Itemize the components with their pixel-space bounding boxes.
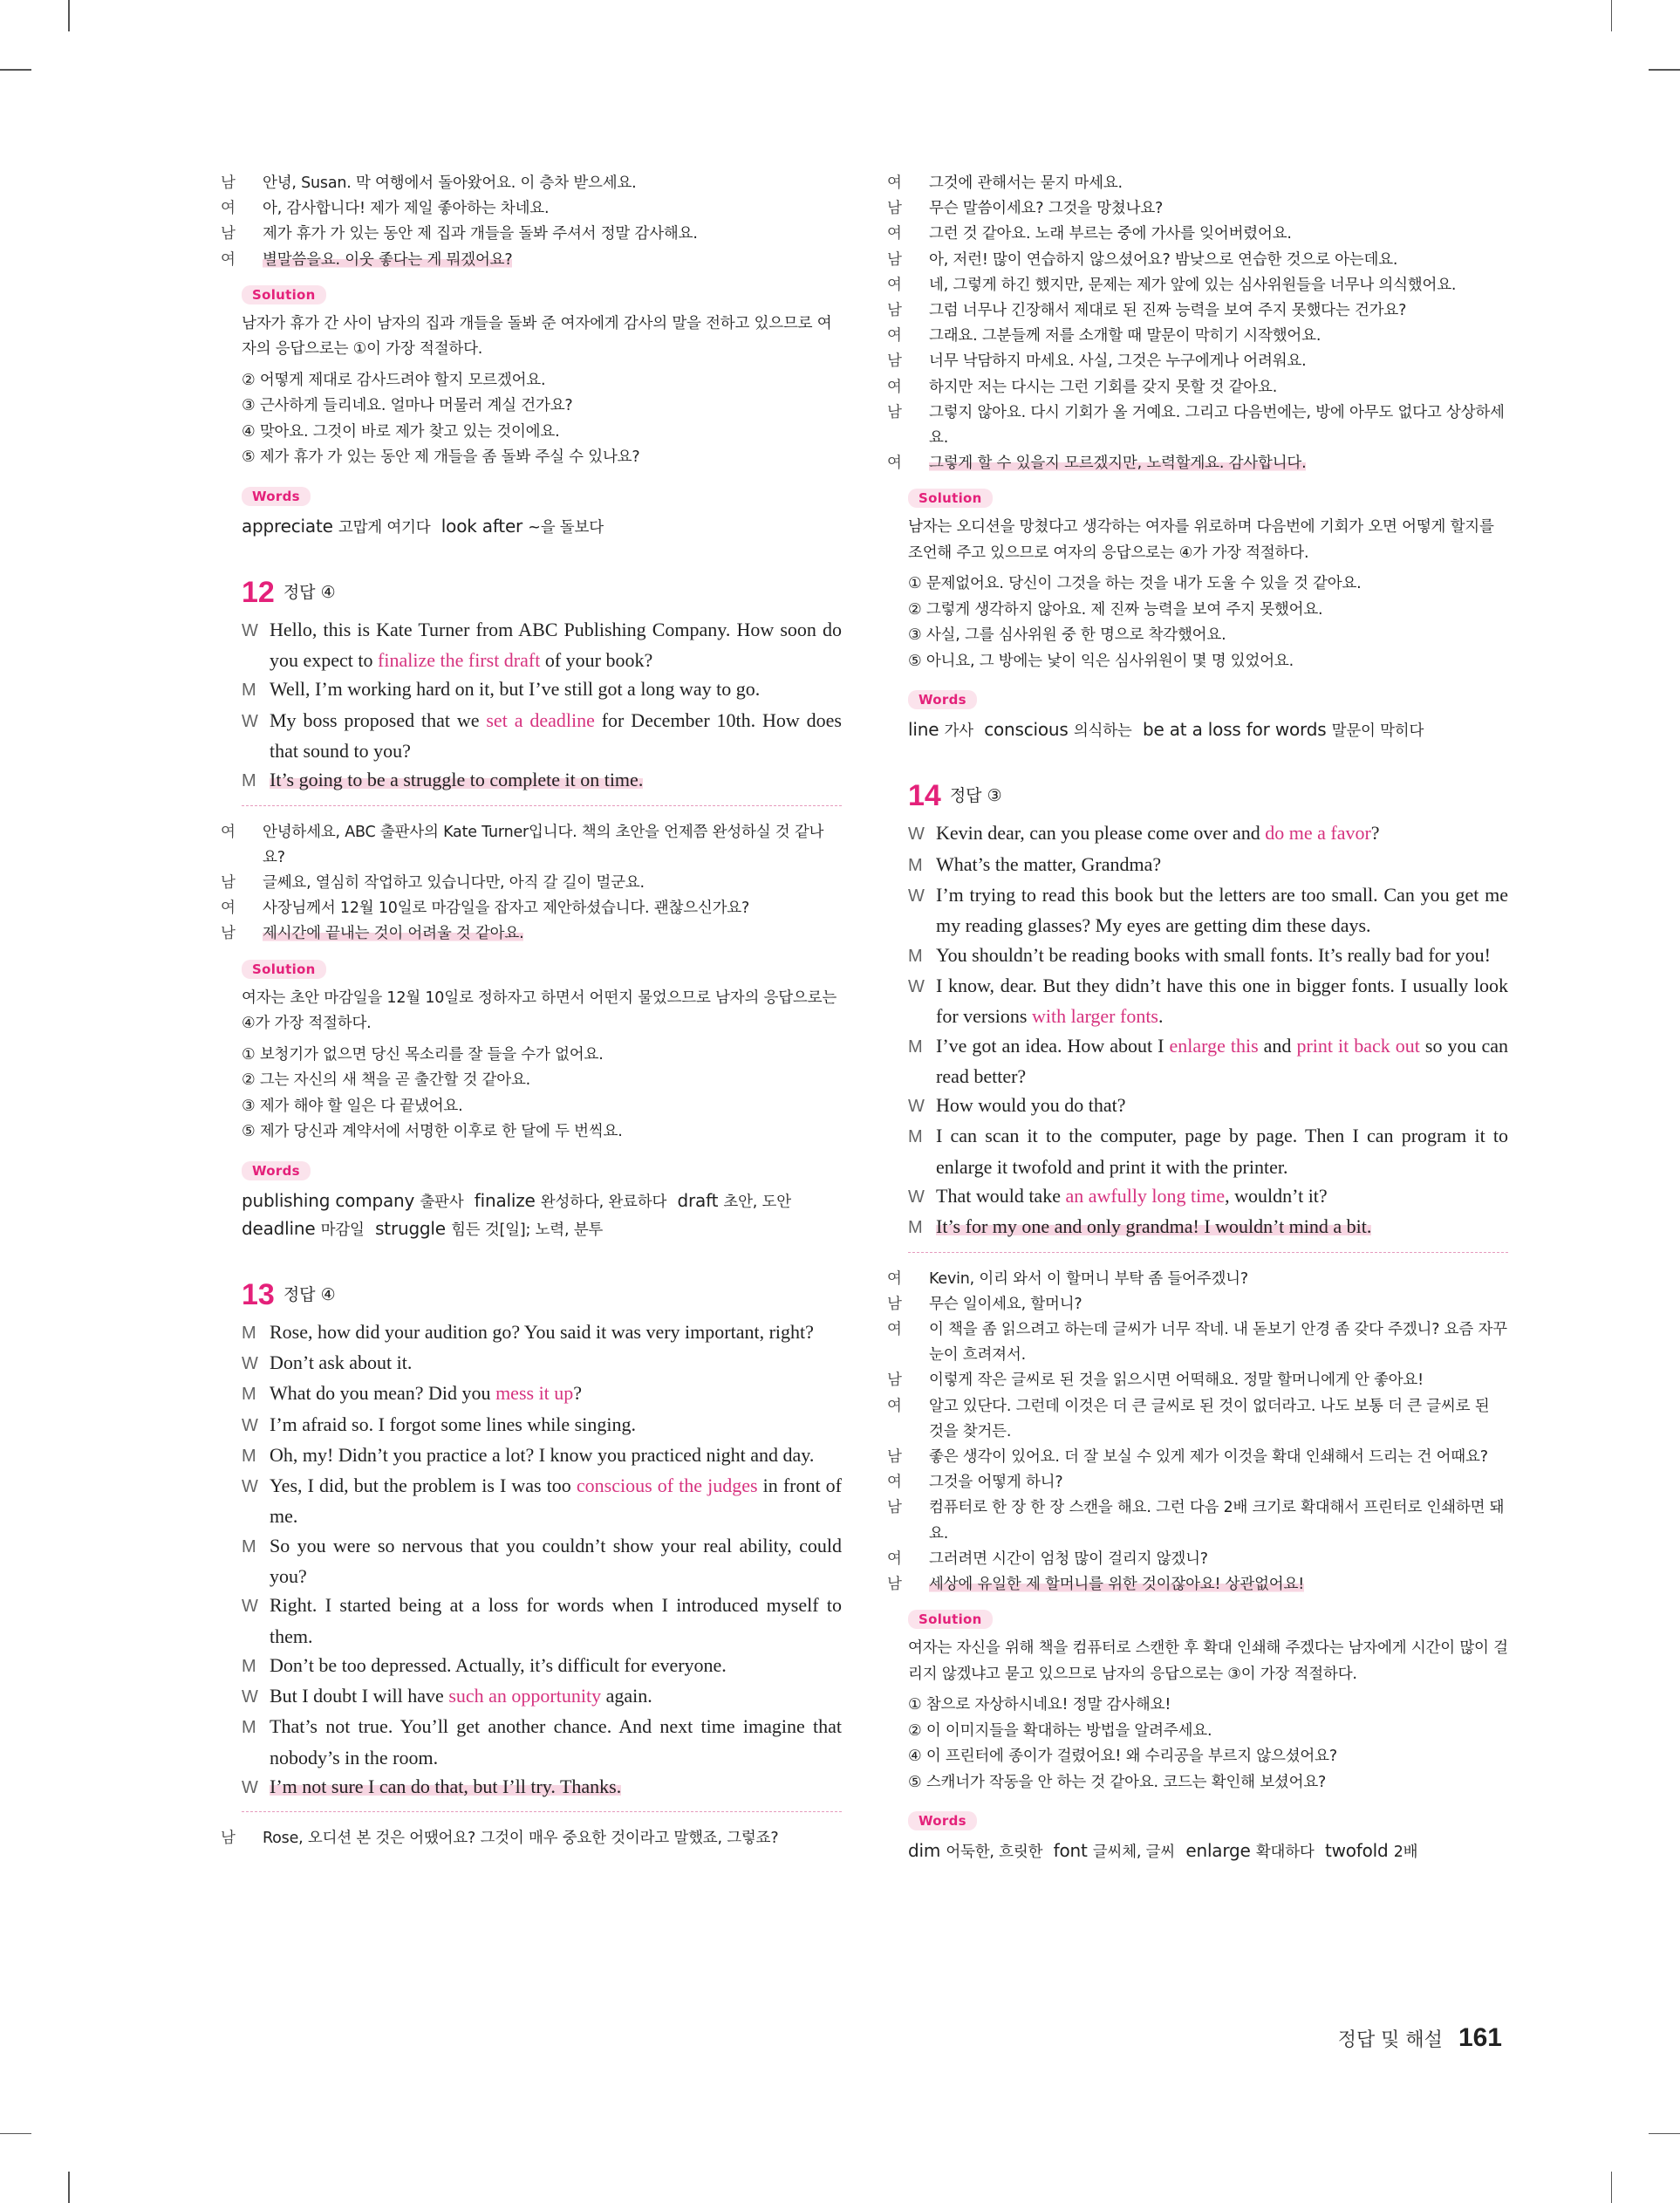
word-entry: [908, 1840, 1042, 1861]
crop-mark: [68, 0, 70, 31]
crop-mark: [1649, 69, 1680, 71]
word-ko: 확대하다: [1255, 1844, 1315, 1862]
word-en: line: [908, 719, 939, 741]
line-text: I’ve got an idea. How about I: [936, 1034, 1170, 1057]
speaker-label: 남: [887, 250, 902, 269]
line-text: 별말씀을요. 이웃 좋다는 게 뭐겠어요?: [263, 250, 513, 269]
word-ko: 가사: [944, 722, 973, 741]
english-line: [908, 971, 1508, 1031]
q13-english-dialogue: [242, 1317, 842, 1803]
q12-english-dialogue: [242, 615, 842, 797]
line-text: 아, 저런! 많이 연습하지 않으셨어요? 밤낮으로 연습한 것으로 아는데요.: [929, 250, 1398, 269]
key-phrase: such an opportunity: [448, 1685, 602, 1707]
korean-line: [887, 298, 1508, 324]
speaker-label: W: [242, 1477, 258, 1497]
speaker-label: 남: [221, 174, 236, 192]
word-entry: [1054, 1840, 1175, 1861]
speaker-label: M: [908, 1037, 923, 1057]
answer-option: ① 문제없어요. 당신이 그것을 하는 것을 내가 도울 수 있을 것 같아요.: [908, 575, 1362, 593]
korean-line: [887, 1572, 1508, 1598]
word-entry: [1185, 1840, 1314, 1861]
line-text: 그럼 너무나 긴장해서 제대로 된 진짜 능력을 보여 주지 못했다는 건가요?: [929, 302, 1407, 320]
word-entry: [242, 516, 430, 537]
words-label: Words: [908, 1811, 977, 1830]
crop-mark: [68, 2172, 70, 2203]
korean-line: [887, 171, 1508, 196]
line-text: 그래요. 그분들께 저를 소개할 때 말문이 막히기 시작했어요.: [929, 327, 1321, 346]
english-line: [242, 1379, 842, 1409]
speaker-label: W: [242, 1597, 258, 1617]
english-line: [242, 1772, 842, 1803]
answer-option: ② 그렇게 생각하지 않아요. 제 진짜 능력을 보여 주지 못했어요.: [908, 600, 1323, 619]
word-entry: [908, 719, 973, 740]
word-entry: [441, 516, 604, 537]
korean-line: [221, 896, 842, 921]
question-14-header: [908, 779, 1508, 813]
english-line: [908, 1121, 1508, 1181]
word-ko: 어둑한, 흐릿한: [946, 1844, 1043, 1862]
korean-line: [887, 1470, 1508, 1495]
speaker-label: 남: [887, 352, 902, 371]
key-phrase: an awfully long time: [1065, 1185, 1226, 1207]
korean-line: [887, 400, 1508, 451]
line-text: 네, 그렇게 하긴 했지만, 문제는 제가 앞에 있는 심사위원들을 너무나 의식했어요.: [929, 276, 1457, 294]
line-text: so you can read better?: [936, 1034, 1509, 1087]
question-number: 13: [242, 1277, 275, 1311]
line-text: 그렇지 않아요. 다시 기회가 올 거예요. 그리고 다음번에는, 방에 아무도 없다고 상상하세요.: [929, 403, 1505, 448]
answer-option: ⑤ 아니요, 그 방에는 낯이 익은 심사위원이 몇 명 있었어요.: [908, 652, 1294, 670]
footer-title: 정답 및 해설: [1337, 2029, 1443, 2051]
speaker-label: W: [242, 711, 258, 731]
speaker-label: 여: [887, 1397, 902, 1415]
option-list: [242, 1043, 842, 1146]
line-text: I’m trying to read this book but the letters are too small. Can you get me my reading glasses? My eyes are getting dim these days.: [936, 884, 1508, 937]
words-list: [908, 1837, 1508, 1865]
speaker-label: 남: [887, 403, 902, 421]
speaker-label: W: [242, 1353, 258, 1373]
line-text: Well, I’m working hard on it, but I’ve still got a long way to go.: [270, 678, 761, 701]
page-footer: [1338, 2023, 1502, 2053]
line-text: Oh, my! Didn’t you practice a lot? I know you practiced night and day.: [270, 1443, 815, 1466]
word-en: be at a loss for words: [1142, 719, 1327, 741]
line-text: It’s for my one and only grandma! I wouldn’t mind a bit.: [936, 1215, 1372, 1238]
word-ko: 완성하다, 완료하다: [540, 1193, 667, 1211]
word-en: dim: [908, 1840, 941, 1862]
word-ko: ~을 돌보다: [528, 518, 604, 537]
english-line: [908, 1091, 1508, 1121]
line-text: 그것에 관해서는 묻지 마세요.: [929, 174, 1123, 192]
korean-line: [887, 222, 1508, 247]
crop-mark: [0, 2133, 31, 2135]
speaker-label: 남: [887, 1295, 902, 1313]
line-text: again.: [601, 1685, 652, 1707]
line-text: 그러려면 시간이 엄청 많이 걸리지 않겠니?: [929, 1550, 1208, 1568]
speaker-label: 여: [887, 276, 902, 294]
key-phrase: mess it up: [495, 1382, 574, 1405]
line-text: Right. I started being at a loss for words when I introduced myself to them.: [270, 1594, 842, 1647]
word-entry: [375, 1218, 603, 1239]
key-phrase: finalize the first draft: [378, 649, 541, 672]
line-text: What’s the matter, Grandma?: [936, 852, 1162, 875]
word-ko: 고맙게 여기다: [338, 518, 431, 537]
line-text: 글쎄요, 열심히 작업하고 있습니다만, 아직 갈 길이 멀군요.: [263, 874, 645, 892]
line-text: 안녕, Susan. 막 여행에서 돌아왔어요. 이 층차 받으세요.: [263, 174, 637, 192]
speaker-label: 남: [221, 925, 236, 943]
question-12-header: [242, 576, 842, 610]
words-label: Words: [908, 690, 977, 709]
english-line: [242, 1712, 842, 1772]
word-entry: [475, 1190, 666, 1211]
line-text: Hello, this is Kate Turner from ABC Publishing Company. How soon do you expect to: [270, 618, 842, 672]
speaker-label: W: [908, 886, 925, 907]
english-line: [242, 1317, 842, 1348]
answer-option: ③ 사실, 그를 심사위원 중 한 명으로 착각했어요.: [908, 626, 1226, 645]
english-line: [242, 1410, 842, 1440]
korean-line: [887, 349, 1508, 374]
word-en: conscious: [984, 719, 1069, 741]
line-text: That’s not true. You’ll get another chance. And next time imagine that nobody’s in the room.: [270, 1715, 842, 1769]
answer-option: ⑤ 제가 당신과 계약서에 서명한 이후로 한 달에 두 번씩요.: [242, 1123, 623, 1141]
words-list: [908, 716, 1508, 744]
key-phrase: set a deadline: [486, 708, 595, 731]
answer-option: ③ 제가 해야 할 일은 다 끝냈어요.: [242, 1097, 463, 1115]
word-en: struggle: [375, 1217, 446, 1239]
speaker-label: 남: [887, 302, 902, 320]
english-line: [908, 880, 1508, 941]
speaker-label: 여: [887, 1321, 902, 1338]
speaker-label: 여: [221, 200, 236, 218]
line-text: Yes, I did, but the problem is I was too: [270, 1474, 577, 1497]
option-list: [242, 368, 842, 471]
speaker-label: 여: [221, 250, 236, 269]
line-text: I can scan it to the computer, page by page. Then I can program it to enlarge it twofold and print it with the printer.: [936, 1125, 1508, 1178]
answer-option: ④ 맞아요. 그것이 바로 제가 찾고 있는 것이에요.: [242, 422, 560, 441]
q11-korean-dialogue: [221, 171, 842, 273]
solution-label: Solution: [242, 960, 326, 979]
line-text: My boss proposed that we: [270, 708, 487, 731]
line-text: You shouldn’t be reading books with small fonts. It’s really bad for you!: [936, 943, 1491, 966]
line-text: .: [1158, 1005, 1164, 1028]
word-ko: 글씨체, 글씨: [1092, 1844, 1176, 1862]
line-text: Don’t be too depressed. Actually, it’s difficult for everyone.: [270, 1653, 727, 1676]
word-en: font: [1053, 1840, 1088, 1862]
english-line: [242, 1471, 842, 1531]
line-text: 이렇게 작은 글씨로 된 것을 읽으시면 어떡해요. 정말 할머니에게 안 좋아요!: [929, 1372, 1424, 1390]
word-entry: [242, 1218, 365, 1239]
option-list: [908, 571, 1508, 674]
korean-line: [887, 1267, 1508, 1292]
solution-text: 여자는 초안 마감일을 12월 10일로 정하자고 하면서 어떤지 물었으므로 남자의 응답으로는 ④가 가장 적절하다.: [242, 989, 837, 1033]
line-text: for December 10th. How does that sound to you?: [270, 708, 842, 762]
answer-option: ⑤ 제가 휴가 가 있는 동안 제 개들을 좀 돌봐 주실 수 있나요?: [242, 448, 640, 467]
key-phrase: print it back out: [1296, 1034, 1420, 1057]
speaker-label: M: [908, 855, 923, 875]
english-line: [242, 615, 842, 675]
word-en: publishing company: [242, 1189, 415, 1211]
solution-label: Solution: [908, 489, 993, 508]
speaker-label: M: [908, 1127, 923, 1147]
word-ko: 마감일: [320, 1221, 365, 1239]
english-line: [242, 706, 842, 766]
solution-label: Solution: [242, 285, 326, 304]
line-text: But I doubt I will have: [270, 1685, 449, 1707]
word-entry: [678, 1190, 791, 1211]
speaker-label: 남: [887, 1576, 902, 1594]
crop-mark: [0, 69, 31, 71]
korean-line: [887, 1394, 1508, 1445]
speaker-label: M: [242, 1718, 256, 1738]
speaker-label: 남: [887, 1499, 902, 1517]
speaker-label: M: [242, 1656, 256, 1676]
line-text: Kevin dear, can you please come over and: [936, 822, 1266, 845]
line-text: It’s going to be a struggle to complete it on time.: [270, 769, 644, 791]
speaker-label: 남: [887, 200, 902, 218]
speaker-label: W: [908, 824, 925, 845]
korean-line: [887, 375, 1508, 400]
line-text: 무슨 일이세요, 할머니?: [929, 1295, 1082, 1313]
speaker-label: W: [242, 620, 258, 640]
q13-korean-dialogue: [887, 171, 1508, 476]
korean-line: [221, 196, 842, 222]
speaker-label: M: [242, 1536, 256, 1556]
speaker-label: 여: [887, 378, 902, 396]
korean-line: [221, 871, 842, 896]
solution-text: 남자가 휴가 간 사이 남자의 집과 개들을 돌봐 준 여자에게 감사의 말을 전하고 있으므로 여자의 응답으로는 ①이 가장 적절하다.: [242, 314, 832, 359]
english-line: [908, 818, 1508, 849]
english-line: [242, 674, 842, 705]
english-line: [908, 1181, 1508, 1212]
word-entry: [1325, 1840, 1417, 1861]
answer-option: ① 참으로 자상하시네요! 정말 감사해요!: [908, 1696, 1171, 1714]
line-text: ?: [573, 1382, 583, 1405]
korean-line: [887, 273, 1508, 298]
line-text: 아, 감사합니다! 제가 제일 좋아하는 차네요.: [263, 200, 550, 218]
speaker-label: W: [242, 1778, 258, 1798]
english-line: [242, 1348, 842, 1379]
solution-label: Solution: [908, 1610, 993, 1629]
key-phrase: conscious of the judges: [576, 1474, 758, 1497]
line-text: Rose, 오디션 본 것은 어땠어요? 그것이 매우 중요한 것이라고 말했죠, 그렇죠?: [263, 1830, 779, 1848]
line-text: That would take: [936, 1185, 1066, 1207]
word-entry: [1143, 719, 1424, 740]
korean-line: [221, 820, 842, 871]
speaker-label: 여: [887, 1474, 902, 1492]
answer-option: ② 이 이미지들을 확대하는 방법을 알려주세요.: [908, 1721, 1212, 1740]
speaker-label: M: [242, 771, 256, 791]
option-list: [908, 1693, 1508, 1796]
line-text: Don’t ask about it.: [270, 1351, 413, 1373]
question-number: 14: [908, 779, 941, 813]
speaker-label: M: [908, 1218, 923, 1238]
word-entry: [242, 1190, 463, 1211]
key-phrase: do me a favor: [1265, 822, 1371, 845]
speaker-label: 여: [887, 174, 902, 192]
english-line: [242, 1591, 842, 1651]
words-list: [242, 1187, 842, 1243]
word-ko: 초안, 도안: [723, 1193, 791, 1211]
speaker-label: M: [242, 1323, 256, 1343]
speaker-label: M: [908, 946, 923, 966]
answer-option: ② 어떻게 제대로 감사드려야 할지 모르겠어요.: [242, 371, 546, 389]
line-text: 이 책을 좀 읽으려고 하는데 글씨가 너무 작네. 내 돋보기 안경 좀 갖다 주겠니? 요즘 자꾸 눈이 흐려져서.: [929, 1321, 1507, 1365]
word-ko: 의식하는: [1073, 722, 1132, 741]
dashed-divider: [242, 805, 842, 806]
speaker-label: M: [242, 1446, 256, 1466]
speaker-label: W: [242, 1415, 258, 1435]
korean-line: [887, 451, 1508, 476]
korean-line: [887, 1445, 1508, 1470]
speaker-label: 남: [221, 1830, 236, 1848]
line-text: 제가 휴가 가 있는 동안 제 집과 개들을 돌봐 주셔서 정말 감사해요.: [263, 225, 698, 243]
line-text: and: [1258, 1034, 1297, 1057]
korean-line: [221, 222, 842, 247]
word-ko: 힘든 것[일]; 노력, 분투: [451, 1221, 604, 1239]
english-line: [908, 941, 1508, 971]
solution-text: 여자는 자신을 위해 책을 컴퓨터로 스캔한 후 확대 인쇄해 주겠다는 남자에게 시간이 많이 걸리지 않겠냐고 묻고 있으므로 남자의 응답으로는 ③이 가장 적절하다.: [908, 1639, 1508, 1683]
answer-option: ④ 이 프린터에 종이가 걸렸어요! 왜 수리공을 부르지 않으셨어요?: [908, 1748, 1337, 1766]
word-en: enlarge: [1185, 1840, 1251, 1862]
key-phrase: with larger fonts: [1031, 1005, 1158, 1028]
line-text: 컴퓨터로 한 장 한 장 스캔을 해요. 그런 다음 2배 크기로 확대해서 프린터로 인쇄하면 돼요.: [929, 1499, 1505, 1543]
korean-line: [887, 324, 1508, 349]
answer-option: ② 그는 자신의 새 책을 곧 출간할 것 같아요.: [242, 1071, 531, 1090]
speaker-label: 여: [887, 1550, 902, 1568]
speaker-label: 여: [887, 1269, 902, 1288]
line-text: 그것을 어떻게 하니?: [929, 1474, 1063, 1492]
line-text: Rose, how did your audition go? You said it was very important, right?: [270, 1320, 814, 1343]
line-text: , wouldn’t it?: [1225, 1185, 1328, 1207]
crop-mark: [1649, 2133, 1680, 2135]
line-text: 알고 있단다. 그런데 이것은 더 큰 글씨로 된 것이 없더라고. 나도 보통 더 큰 글씨로 된 것을 찾거든.: [929, 1397, 1490, 1440]
word-en: draft: [677, 1189, 719, 1211]
korean-line: [887, 1368, 1508, 1393]
line-text: 하지만 저는 다시는 그런 기회를 갖지 못할 것 같아요.: [929, 378, 1278, 396]
line-text: ?: [1370, 822, 1380, 845]
speaker-label: 남: [887, 1448, 902, 1467]
q12-korean-dialogue: [221, 820, 842, 948]
word-en: deadline: [242, 1217, 316, 1239]
q14-korean-dialogue: [887, 1267, 1508, 1598]
line-text: 제시간에 끝내는 것이 어려울 것 같아요.: [263, 925, 524, 943]
speaker-label: M: [242, 1385, 256, 1405]
line-text: How would you do that?: [936, 1094, 1126, 1117]
word-en: look after: [440, 515, 523, 537]
answer-option: ① 보청기가 없으면 당신 목소리를 잘 들을 수가 없어요.: [242, 1045, 604, 1064]
words-list: [242, 513, 842, 541]
word-ko: 말문이 막히다: [1331, 722, 1424, 741]
question-number: 12: [242, 575, 275, 609]
solution-text: 남자는 오디션을 망쳤다고 생각하는 여자를 위로하며 다음번에 기회가 오면 어떻게 할지를 조언해 주고 있으므로 여자의 응답으로는 ④가 가장 적절하다.: [908, 518, 1494, 562]
question-13-header: [242, 1278, 842, 1312]
korean-line: [887, 1495, 1508, 1546]
page-number: 161: [1458, 2023, 1502, 2052]
line-text: 세상에 유일한 제 할머니를 위한 것이잖아요! 상관없어요!: [929, 1576, 1305, 1594]
english-line: [908, 850, 1508, 880]
words-label: Words: [242, 487, 311, 506]
word-en: finalize: [474, 1189, 536, 1211]
korean-line: [221, 171, 842, 196]
speaker-label: 남: [221, 874, 236, 892]
line-text: 사장님께서 12월 10일로 마감일을 잡자고 제안하셨습니다. 괜찮으신가요?: [263, 900, 750, 918]
korean-line: [887, 1292, 1508, 1317]
line-text: I’m afraid so. I forgot some lines while singing.: [270, 1413, 636, 1435]
korean-line: [887, 1317, 1508, 1368]
word-en: twofold: [1324, 1840, 1389, 1862]
word-ko: 출판사: [420, 1193, 464, 1211]
speaker-label: 남: [887, 1372, 902, 1390]
english-line: [242, 765, 842, 796]
korean-line: [887, 248, 1508, 273]
korean-line: [887, 196, 1508, 222]
speaker-label: 여: [887, 327, 902, 346]
line-text: of your book?: [540, 649, 653, 672]
speaker-label: 남: [221, 225, 236, 243]
speaker-label: 여: [221, 900, 236, 918]
english-line: [242, 1440, 842, 1471]
key-phrase: enlarge this: [1169, 1034, 1259, 1057]
speaker-label: W: [242, 1687, 258, 1707]
line-text: Kevin, 이리 와서 이 할머니 부탁 좀 들어주겠니?: [929, 1269, 1248, 1288]
word-ko: 2배: [1393, 1844, 1418, 1862]
answer-option: ⑤ 스캐너가 작동을 안 하는 것 같아요. 코드는 확인해 보셨어요?: [908, 1773, 1327, 1791]
line-text: I know, dear. But they didn’t have this one in bigger fonts. I usually look for versions: [936, 974, 1508, 1028]
q14-english-dialogue: [908, 818, 1508, 1242]
korean-line: [221, 1826, 842, 1851]
line-text: 좋은 생각이 있어요. 더 잘 보실 수 있게 제가 이것을 확대 인쇄해서 드리는 건 어때요?: [929, 1448, 1488, 1467]
korean-line: [887, 1547, 1508, 1572]
speaker-label: W: [908, 976, 925, 996]
line-text: So you were so nervous that you couldn’t show your real ability, could you?: [270, 1534, 842, 1587]
line-text: I’m not sure I can do that, but I’ll try. Thanks.: [270, 1775, 622, 1798]
speaker-label: W: [908, 1187, 925, 1207]
english-line: [242, 1531, 842, 1591]
answer-label: 정답 ④: [283, 582, 336, 602]
line-text: 너무 낙담하지 마세요. 사실, 그것은 누구에게나 어려워요.: [929, 352, 1307, 371]
speaker-label: 여: [887, 225, 902, 243]
dashed-divider: [908, 1252, 1508, 1253]
line-text: 그런 것 같아요. 노래 부르는 중에 가사를 잊어버렸어요.: [929, 225, 1292, 243]
line-text: 무슨 말씀이세요? 그것을 망쳤나요?: [929, 200, 1164, 218]
answer-label: 정답 ④: [283, 1284, 336, 1304]
korean-line: [221, 248, 842, 273]
answer-option: ③ 근사하게 들리네요. 얼마나 머물러 계실 건가요?: [242, 397, 573, 415]
english-line: [242, 1681, 842, 1712]
english-line: [908, 1212, 1508, 1242]
english-line: [908, 1031, 1508, 1091]
speaker-label: 여: [887, 455, 902, 473]
right-column: [887, 171, 1509, 1865]
english-line: [242, 1651, 842, 1681]
dashed-divider: [242, 1811, 842, 1812]
speaker-label: W: [908, 1097, 925, 1117]
line-text: in front of me.: [270, 1474, 843, 1528]
crop-mark: [1611, 0, 1613, 31]
word-entry: [984, 719, 1131, 740]
line-text: 안녕하세요, ABC 출판사의 Kate Turner입니다. 책의 초안을 언제쯤 완성하실 것 같나요?: [263, 823, 824, 866]
line-text: What do you mean? Did you: [270, 1382, 496, 1405]
speaker-label: 여: [221, 823, 236, 841]
answer-label: 정답 ③: [949, 786, 1002, 806]
words-label: Words: [242, 1161, 311, 1180]
crop-mark: [1611, 2172, 1613, 2203]
left-column: [221, 171, 843, 1852]
line-text: 그렇게 할 수 있을지 모르겠지만, 노력할게요. 감사합니다.: [929, 455, 1307, 473]
word-en: appreciate: [242, 515, 333, 537]
speaker-label: M: [242, 681, 256, 701]
korean-line: [221, 921, 842, 947]
